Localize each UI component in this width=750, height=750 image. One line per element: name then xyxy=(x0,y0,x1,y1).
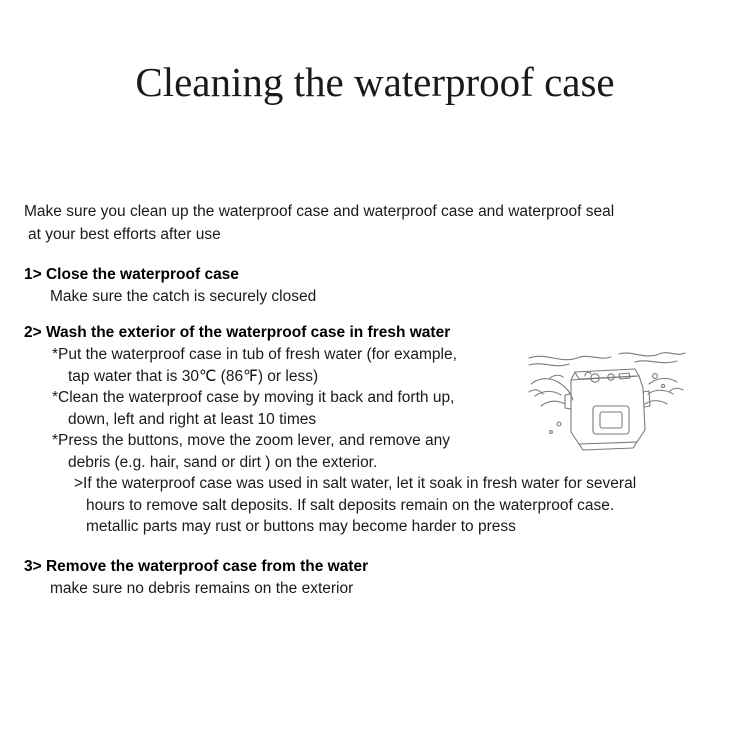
section-spacer xyxy=(24,312,726,322)
step-1-subtext: Make sure the catch is securely closed xyxy=(50,288,317,305)
step-1 xyxy=(24,264,726,308)
step-2-bullet-2-line-1: *Clean the waterproof case by moving it back and forth up, xyxy=(52,389,455,406)
step-1-heading: 1> Close the waterproof case xyxy=(24,266,239,283)
step-2-note-line-1: >If the waterproof case was used in salt water, let it soak in fresh water for several xyxy=(74,475,637,492)
step-3-heading: 3> Remove the waterproof case from the water xyxy=(24,557,369,575)
step-2-note-line-2: hours to remove salt deposits. If salt deposits remain on the waterproof case. xyxy=(86,496,615,514)
step-3 xyxy=(24,556,726,600)
step-3-subtext: make sure no debris remains on the exterior xyxy=(50,579,354,597)
section-spacer-2 xyxy=(24,542,726,556)
intro-line-1: Make sure you clean up the waterproof case and waterproof case and waterproof seal xyxy=(24,203,615,220)
step-2-bullet-2-line-2: down, left and right at least 10 times xyxy=(68,410,317,428)
step-2-bullet-1-line-2: tap water that is 30℃ (86℉) or less) xyxy=(68,367,319,385)
waterproof-case-in-water-illustration xyxy=(527,332,687,457)
step-2-heading: 2> Wash the exterior of the waterproof case in fresh water xyxy=(24,324,451,341)
step-2-note-line-3: metallic parts may rust or buttons may become harder to press xyxy=(86,518,516,535)
step-2-bullet-3-line-2: debris (e.g. hair, sand or dirt ) on the exterior. xyxy=(68,453,378,471)
intro-line-2: at your best efforts after use xyxy=(28,226,221,243)
step-2-note xyxy=(24,473,726,538)
intro-paragraph xyxy=(24,200,726,246)
step-2-bullet-3-line-1: *Press the buttons, move the zoom lever, and remove any xyxy=(52,432,451,449)
step-2-bullet-1-line-1: *Put the waterproof case in tub of fresh water (for example, xyxy=(52,346,457,363)
page-title: Cleaning the waterproof case xyxy=(135,59,615,105)
